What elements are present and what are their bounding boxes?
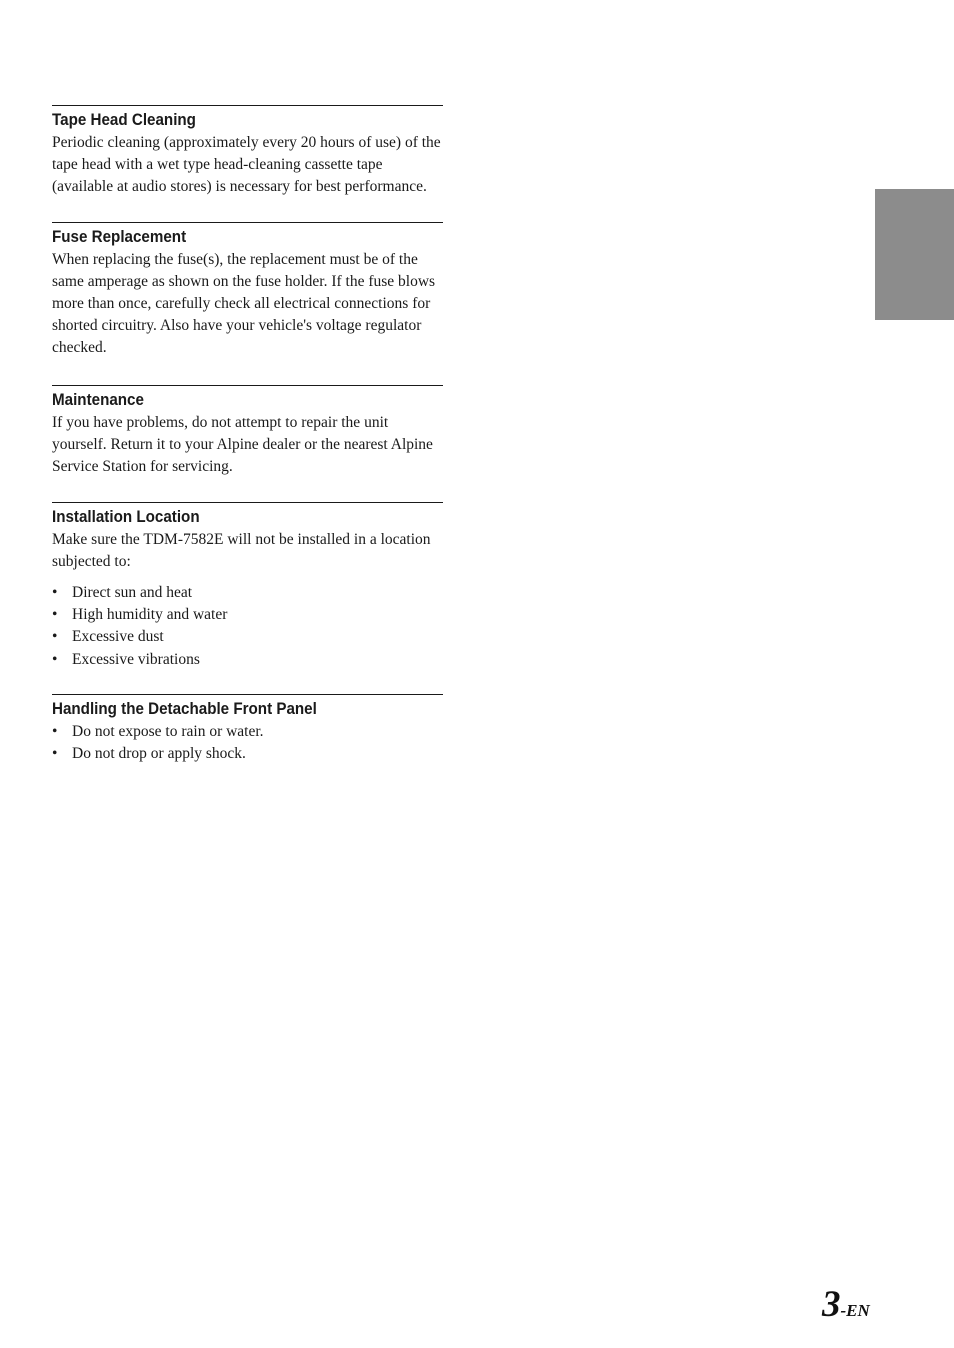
list-item-text: Excessive vibrations: [72, 650, 200, 668]
page-number: [822, 1283, 870, 1333]
list-item: [52, 582, 443, 604]
list-item-text: Excessive dust: [72, 628, 164, 646]
list-item: [52, 604, 443, 626]
section-installation-location: [52, 502, 443, 671]
list-item-text: Do not drop or apply shock.: [72, 745, 246, 763]
section-tape-head-cleaning: [52, 105, 443, 199]
bullet-glyph: •: [52, 605, 58, 623]
main-column: [52, 105, 443, 765]
section-fuse-replacement: [52, 222, 443, 360]
section-heading: Fuse Replacement: [52, 227, 187, 246]
section-handling-front-panel: [52, 694, 443, 766]
section-heading: Installation Location: [52, 508, 200, 527]
bullet-list: [52, 721, 443, 766]
section-paragraph: If you have problems, do not attempt to repair the unit yourself. Return it to your Alpine dealer or the nearest Alpine Service Station for servicing.: [52, 413, 433, 476]
section-paragraph: Make sure the TDM-7582E will not be installed in a location subjected to:: [52, 531, 431, 571]
bullet-glyph: •: [52, 745, 58, 763]
section-heading: Handling the Detachable Front Panel: [52, 699, 317, 718]
page-number-suffix: -EN: [840, 1301, 870, 1320]
list-item: [52, 743, 443, 765]
section-paragraph: When replacing the fuse(s), the replacement must be of the same amperage as shown on the fuse holder. If the fuse blows more than once, carefully check all electrical connections for shorted circuitry. Also have your vehicle's voltage regulator checked.: [52, 250, 436, 357]
section-heading: Maintenance: [52, 390, 144, 409]
bullet-glyph: •: [52, 722, 58, 740]
page-number-digit: 3: [822, 1284, 841, 1325]
section-paragraph: Periodic cleaning (approximately every 20 hours of use) of the tape head with a wet type head-cleaning cassette tape (available at audio stores) is necessary for best performance.: [52, 134, 441, 196]
bullet-list: [52, 582, 443, 671]
section-maintenance: [52, 385, 443, 479]
list-item-text: Direct sun and heat: [72, 583, 193, 601]
list-item: [52, 721, 443, 743]
bullet-glyph: •: [52, 583, 58, 601]
list-item: [52, 649, 443, 671]
list-item-text: High humidity and water: [72, 605, 228, 623]
list-item: [52, 626, 443, 648]
section-heading: Tape Head Cleaning: [52, 111, 196, 129]
side-thumb-tab: [875, 189, 954, 320]
bullet-glyph: •: [52, 650, 58, 668]
bullet-glyph: •: [52, 628, 58, 646]
list-item-text: Do not expose to rain or water.: [72, 722, 264, 740]
